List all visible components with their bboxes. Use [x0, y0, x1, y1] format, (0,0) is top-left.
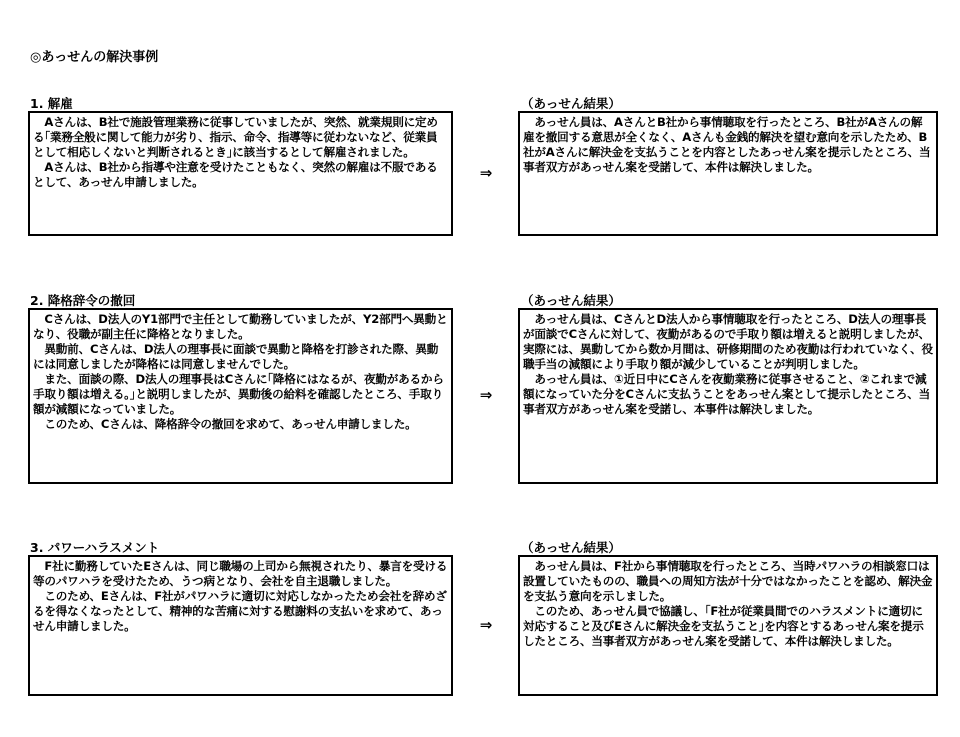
- case-3-application-box: F社に勤務していたEさんは、同じ職場の上司から無視されたり、暴言を受ける等のパワハラを受けたため、うつ病となり、会社を自主退職しました。 このため、Eさんは、F社がパワハラに適切に対応しなかったため会社を辞めざるを得なくなったとして、精神的な苦痛に対する慰謝料の支払いを求めて、あっせん申請しました。: [28, 555, 453, 696]
- case-1-result-heading: （あっせん結果）: [521, 96, 621, 111]
- case-1-result-box: あっせん員は、AさんとB社から事情聴取を行ったところ、B社がAさんの解雇を撤回する意思が全くなく、Aさんも金銭的解決を望む意向を示したため、B社がAさんに解決金を支払うことを内容としたあっせん案を提示したところ、当事者双方があっせん案を受諾して、本件は解決しました。: [518, 111, 938, 236]
- case-1-arrow: ⇒: [479, 164, 493, 182]
- case-1-heading: 1. 解雇: [30, 96, 73, 111]
- case-3-result-box: あっせん員は、F社から事情聴取を行ったところ、当時パワハラの相談窓口は設置していたものの、職員への周知方法が十分ではなかったことを認め、解決金を支払う意向を示しました。 このため、あっせん員で協議し、｢F社が従業員間でのハラスメントに適切に対応すること及びEさんに解決金を支払うこと｣を内容とするあっせん案を提示したところ、当事者双方があっせん案を受諾して、本件は解決しました。: [518, 555, 938, 696]
- case-3-arrow: ⇒: [479, 616, 493, 634]
- case-2-application-box: Cさんは、D法人のY1部門で主任として勤務していましたが、Y2部門へ異動となり、役職が副主任に降格となりました。 異動前、Cさんは、D法人の理事長に面談で異動と降格を打診された際、異動には同意しましたが降格には同意しませんでした。 また、面談の際、D法人の理事長はCさんに｢降格にはなるが、夜勤があるから手取り額は増える。｣と説明しましたが、異動後の給料を確認したところ、手取り額が減額になっていました。 このため、Cさんは、降格辞令の撤回を求めて、あっせん申請しました。: [28, 308, 453, 484]
- case-2-arrow: ⇒: [479, 386, 493, 404]
- case-3-result-heading: （あっせん結果）: [521, 540, 621, 555]
- case-1-application-box: Aさんは、B社で施設管理業務に従事していましたが、突然、就業規則に定める｢業務全般に関して能力が劣り、指示、命令、指導等に従わないなど、従業員として相応しくないと判断されるとき｣に該当するとして解雇されました。 Aさんは、B社から指導や注意を受けたこともなく、突然の解雇は不服であるとして、あっせん申請しました。: [28, 111, 453, 236]
- case-2-heading: 2. 降格辞令の撤回: [30, 293, 136, 308]
- case-2-result-box: あっせん員は、CさんとD法人から事情聴取を行ったところ、D法人の理事長が面談でCさんに対して、夜勤があるので手取り額は増えると説明しましたが、実際には、異動してから数か月間は、研修期間のため夜勤は行われていなく、役職手当の減額により手取り額が減少していることが判明しました。 あっせん員は、①近日中にCさんを夜勤業務に従事させること、②これまで減額になっていた分をCさんに支払うことをあっせん案として提示したところ、当事者双方があっせん案を受諾し、本事件は解決しました。: [518, 308, 938, 484]
- case-3-heading: 3. パワーハラスメント: [30, 540, 160, 555]
- page-title: ◎あっせんの解決事例: [30, 50, 159, 65]
- case-2-result-heading: （あっせん結果）: [521, 293, 621, 308]
